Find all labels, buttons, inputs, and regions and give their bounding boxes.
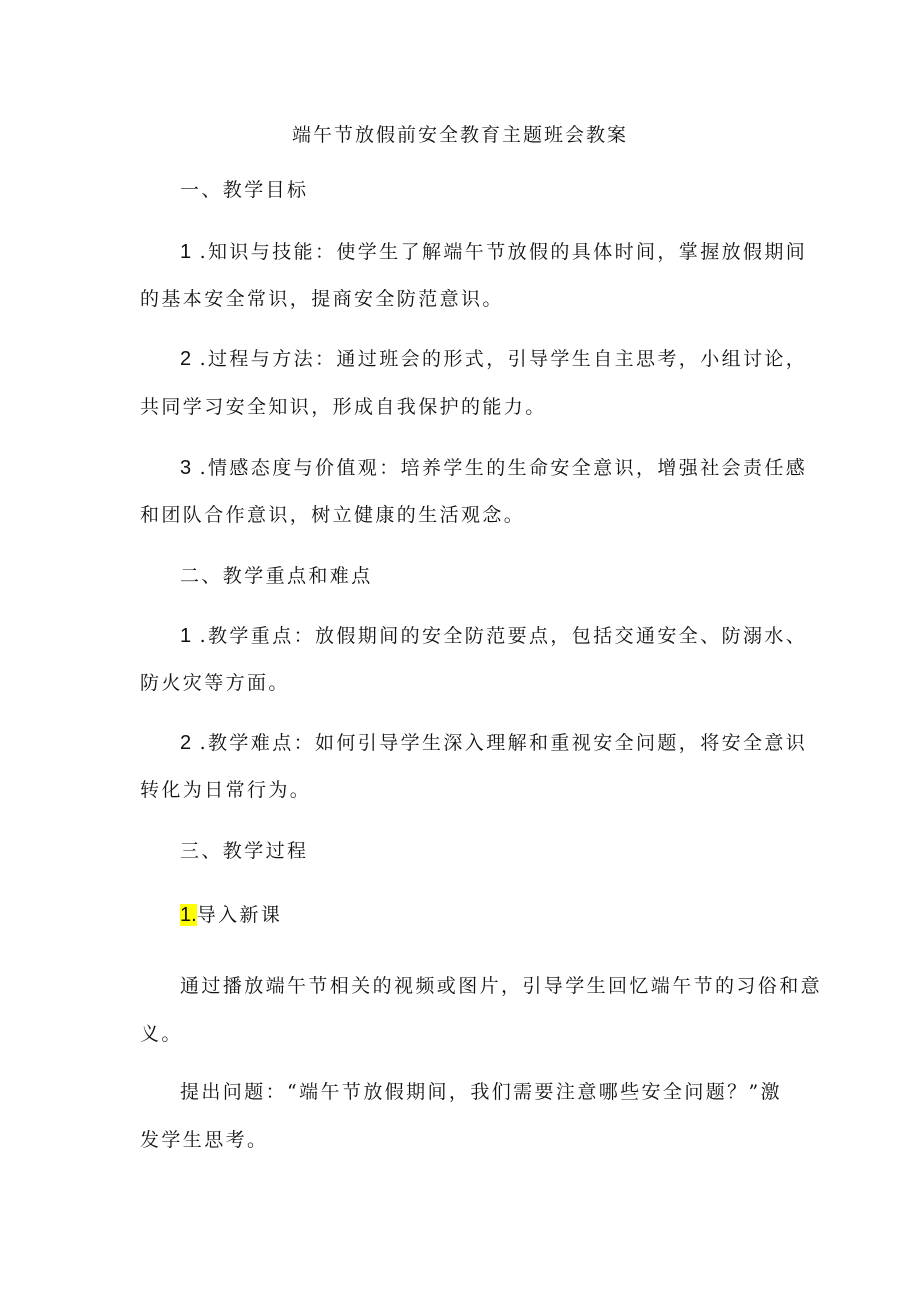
item-text: .教学难点：如何引导学生深入理解和重视安全问题，将安全意识: [191, 732, 808, 754]
document-title: 端午节放假前安全教育主题班会教案: [291, 124, 628, 146]
paragraph-video-line2: 义。: [140, 1023, 183, 1045]
paragraph-question-line2: 发学生思考。: [140, 1129, 269, 1151]
item-key-point-line1: [180, 623, 807, 649]
item-process-line2: 共同学习安全知识，形成自我保护的能力。: [140, 396, 547, 418]
item-number: 1: [180, 241, 192, 263]
item-text: 导入新课: [196, 904, 283, 926]
item-text: .情感态度与价值观：培养学生的生命安全意识，增强社会责任感: [191, 457, 808, 479]
section-heading-process: 三、教学过程: [180, 840, 309, 862]
item-process-line1: [180, 346, 807, 372]
item-number: 2: [180, 732, 192, 754]
item-number: 3: [180, 457, 192, 479]
item-emotion-line2: 和团队合作意识，树立健康的生活观念。: [140, 504, 526, 526]
item-difficulty-line1: [180, 730, 807, 756]
item-knowledge-line1: [180, 239, 807, 265]
section-heading-key-points: 二、教学重点和难点: [180, 565, 373, 587]
item-text: .教学重点：放假期间的安全防范要点，包括交通安全、防溺水、: [191, 625, 808, 647]
paragraph-video-line1: 通过播放端午节相关的视频或图片，引导学生回忆端午节的习俗和意: [180, 975, 823, 997]
item-number: 2: [180, 348, 192, 370]
item-intro: [180, 902, 282, 928]
item-key-point-line2: 防火灾等方面。: [140, 672, 290, 694]
item-difficulty-line2: 转化为日常行为。: [140, 779, 312, 801]
item-emotion-line1: [180, 455, 807, 481]
item-text: .过程与方法：通过班会的形式，引导学生自主思考，小组讨论，: [191, 348, 808, 370]
item-knowledge-line2: 的基本安全常识，提商安全防范意识。: [140, 288, 504, 310]
section-heading-objectives: 一、教学目标: [180, 179, 309, 201]
item-text: .知识与技能：使学生了解端午节放假的具体时间，掌握放假期间: [191, 241, 808, 263]
item-number: 1: [180, 625, 192, 647]
highlighted-number: 1.: [180, 904, 197, 926]
paragraph-question-line1: 提出问题：“端午节放假期间，我们需要注意哪些安全问题？”激: [180, 1081, 783, 1103]
